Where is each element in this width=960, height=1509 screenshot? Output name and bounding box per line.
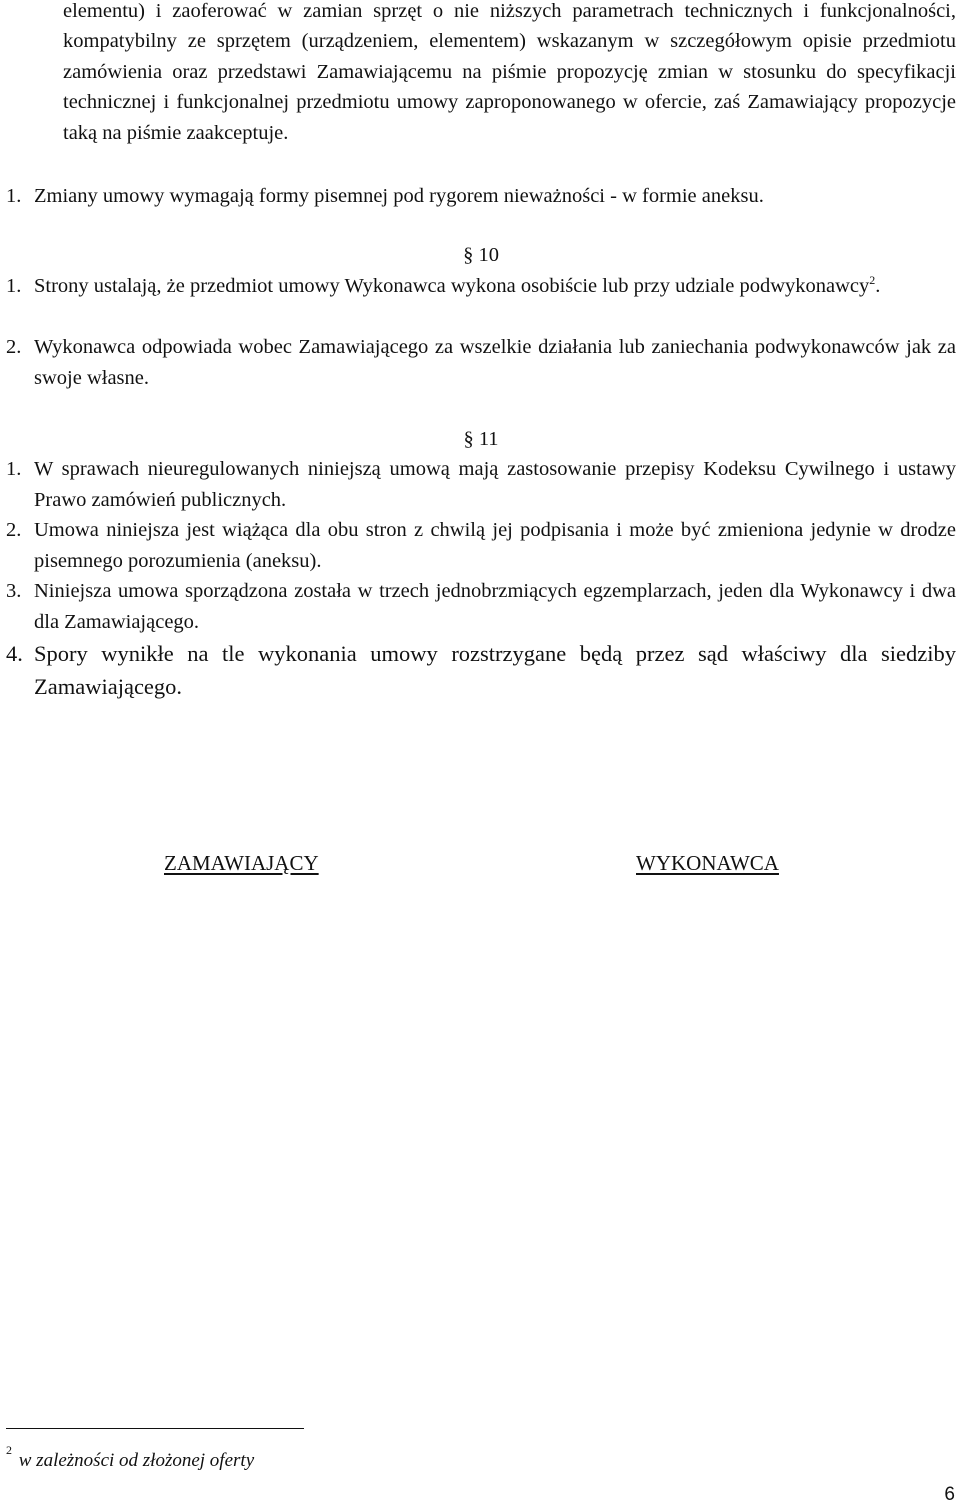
section-heading: § 10 (463, 244, 499, 266)
item-text: Niniejsza umowa sporządzona została w trzech jednobrzmiących egzemplarzach, jeden dla Wykonawcy i dwa dla Zamawiającego. (34, 580, 956, 633)
footnote-marker: 2 (6, 1443, 12, 1457)
list-item-s11-4 (6, 637, 956, 703)
intro-paragraph: elementu) i zaoferować w zamian sprzęt o nie niższych parametrach technicznych i funkcjonalności, kompatybilny ze sprzętem (urządzeniem, elementem) wskazanym w szczegółowym opisie przedmiotu zamówienia oraz przedstawi Zamawiającemu na piśmie propozycję zmian w stosunku do specyfikacji technicznej i funkcjonalnej przedmiotu umowy zaproponowanego w ofercie, zaś Zamawiający propozycje taką na piśmie zaakceptuje. (63, 0, 956, 144)
item-number: 1. (6, 185, 22, 207)
signature-contractor: WYKONAWCA (636, 851, 779, 875)
list-item-s10-2 (6, 332, 956, 393)
item-number: 1. (6, 275, 22, 297)
item-text: Umowa niniejsza jest wiążąca dla obu stron z chwilą jej podpisania i może być zmieniona jedynie w drodze pisemnego porozumienia (aneksu). (34, 519, 956, 572)
item-text: W sprawach nieuregulowanych niniejszą umową mają zastosowanie przepisy Kodeksu Cywilnego i ustawy Prawo zamówień publicznych. (34, 458, 956, 511)
item-text (34, 271, 956, 302)
item-text-body: Strony ustalają, że przedmiot umowy Wykonawca wykona osobiście lub przy udziale podwykonawcy (34, 275, 870, 297)
list-item-s10-1 (6, 271, 956, 302)
item-number: 2. (6, 519, 22, 541)
signature-ordering-party: ZAMAWIAJĄCY (164, 851, 319, 875)
page-number: 6 (944, 1484, 955, 1505)
item-text-tail: . (875, 275, 881, 297)
section-11-heading (0, 425, 960, 453)
list-item-changes (6, 181, 956, 212)
item-number: 2. (6, 336, 22, 358)
footnote-reference: 2 (869, 273, 876, 287)
item-text: Zmiany umowy wymagają formy pisemnej pod rygorem nieważności - w formie aneksu. (34, 185, 764, 207)
section-heading: § 11 (463, 428, 499, 450)
list-item-s11-1 (6, 454, 956, 515)
list-item-s11-2 (6, 515, 956, 576)
item-text: Wykonawca odpowiada wobec Zamawiającego za wszelkie działania lub zaniechania podwykonawców jak za swoje własne. (34, 336, 956, 389)
item-number: 3. (6, 580, 22, 602)
footnote (6, 1437, 254, 1474)
item-number: 1. (6, 458, 22, 480)
list-item-s11-3 (6, 576, 956, 637)
section-10-heading (0, 241, 960, 269)
item-number: 4. (6, 641, 23, 666)
footnote-separator (6, 1428, 304, 1429)
item-text: Spory wynikłe na tle wykonania umowy rozstrzygane będą przez sąd właściwy dla siedziby Zamawiającego. (34, 641, 956, 699)
footnote-text: w zależności od złożonej oferty (18, 1450, 255, 1471)
